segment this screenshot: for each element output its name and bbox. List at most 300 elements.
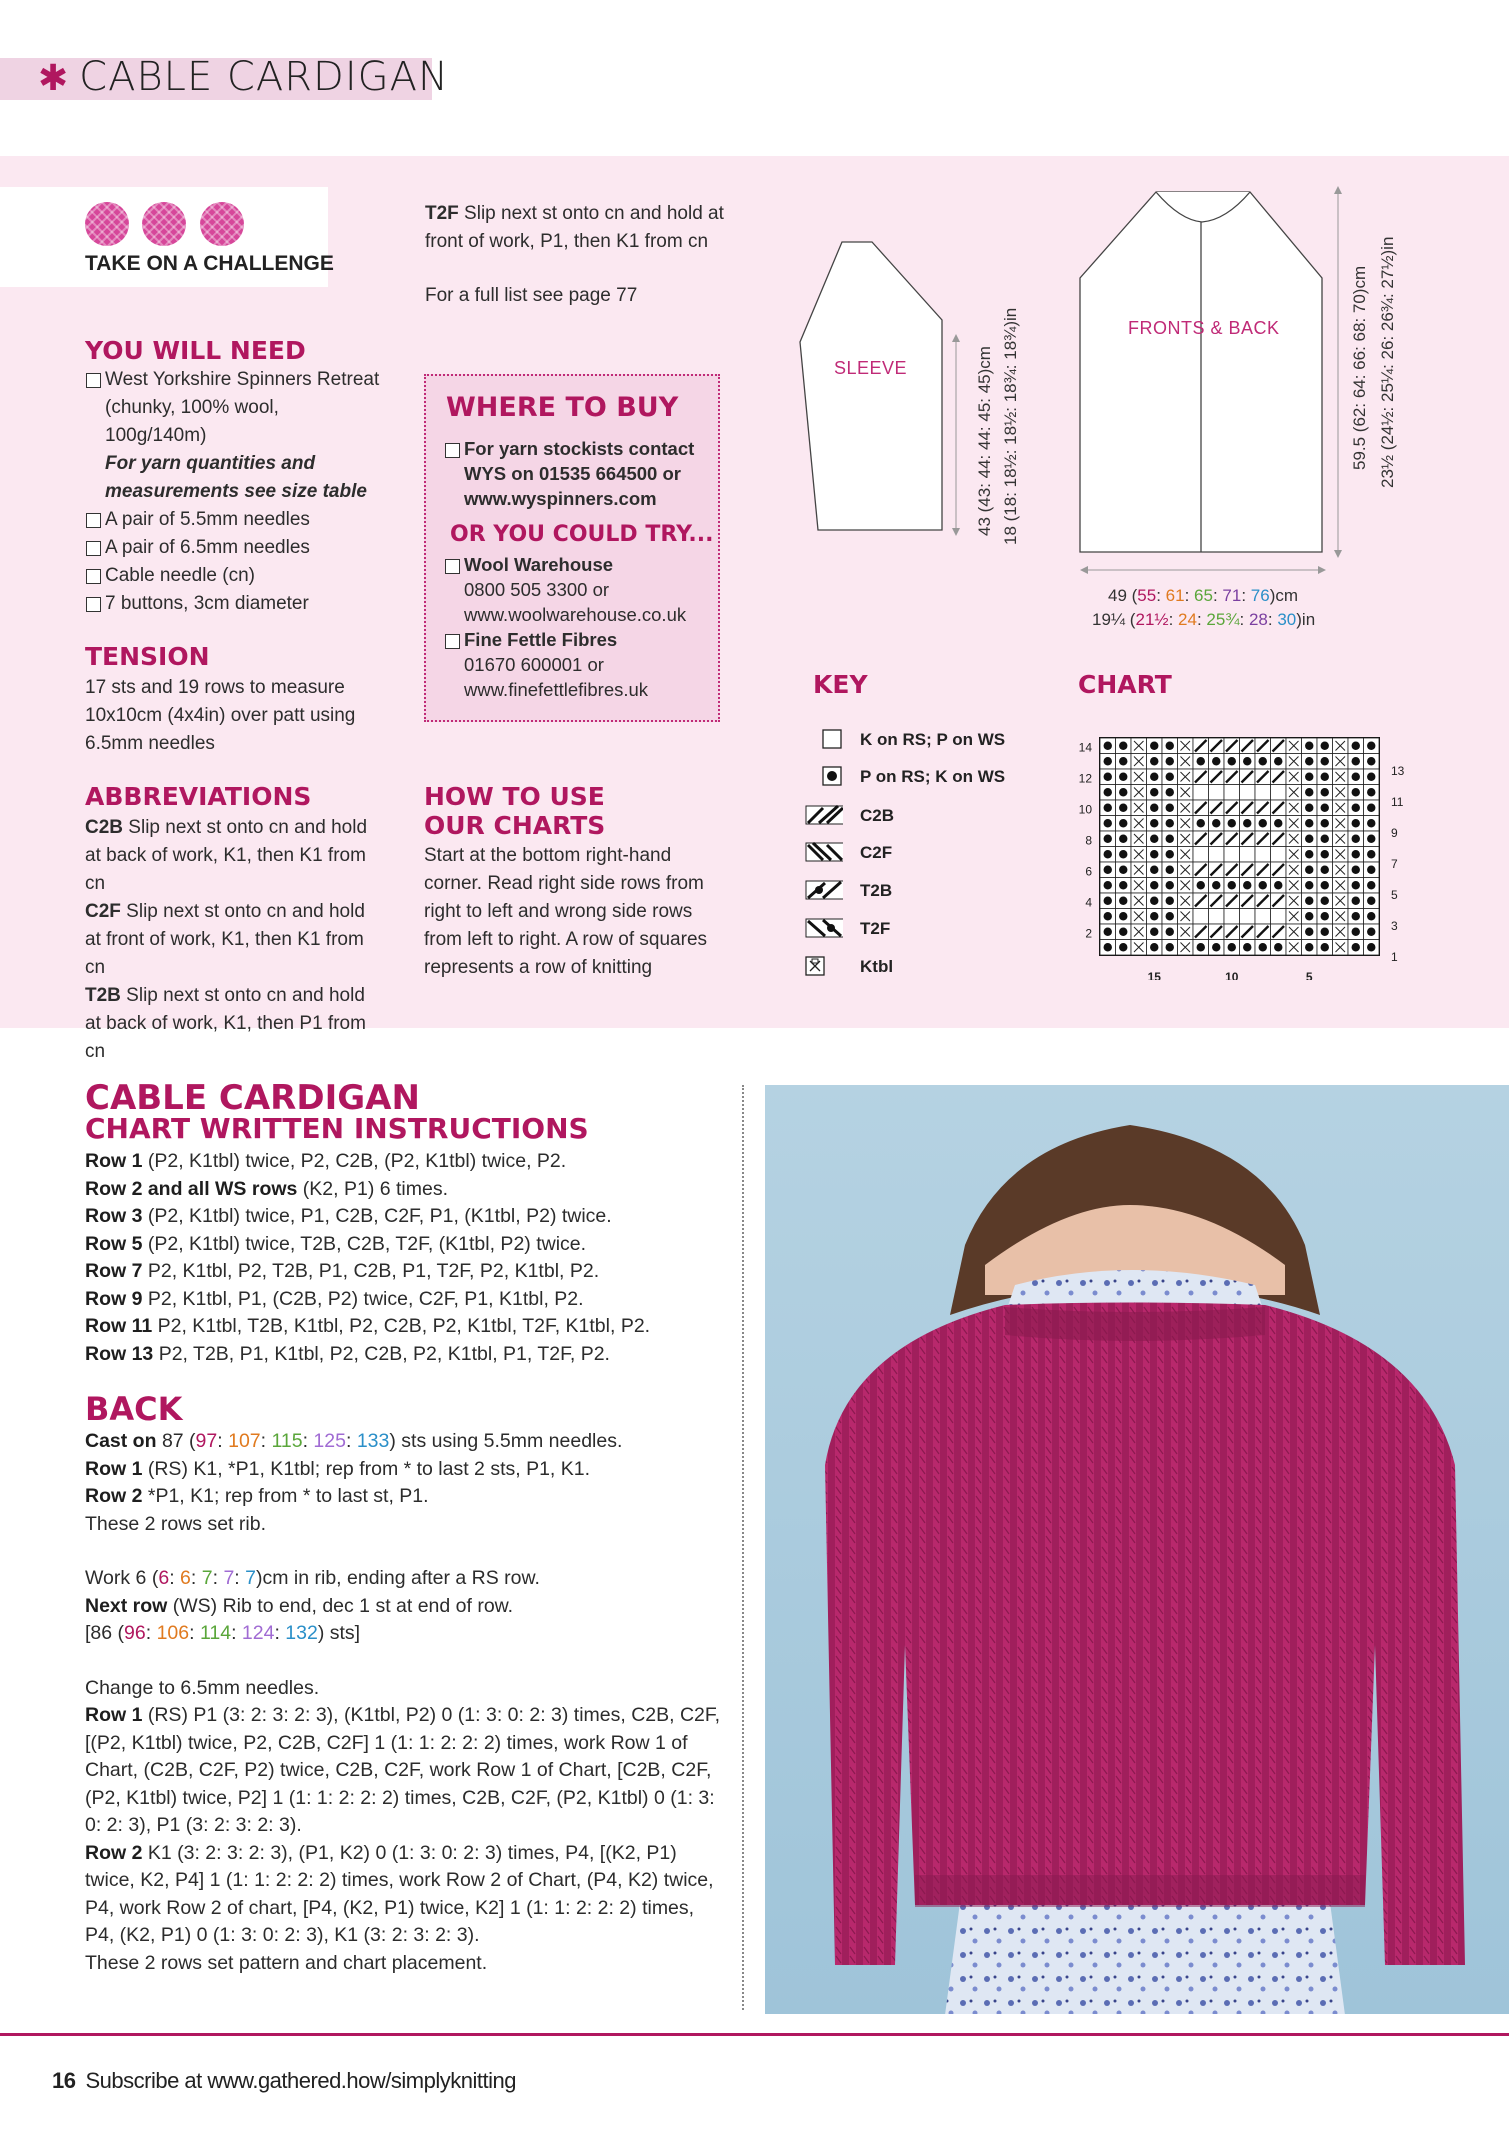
purl-dot [1197,757,1205,765]
w-part: )in [1296,610,1316,629]
v: : [345,1430,357,1452]
purl-dot [1305,742,1313,750]
purl-dot [1119,788,1127,796]
footer-rule [0,2033,1509,2036]
v: 133 [356,1430,390,1452]
purl-dot [1352,835,1360,843]
purl-dot [1321,757,1329,765]
w-part: 19¼ ( [1092,610,1136,629]
chart-heading: CHART [1078,670,1172,699]
stockist-list [444,436,714,511]
measurement-diagram [790,170,1410,650]
w-part: 25¾ [1206,610,1240,629]
chart-cell [1271,847,1287,863]
sleeve-length-in [1001,308,1021,545]
chart-cell [1240,847,1256,863]
list-item: A pair of 6.5mm needles [85,534,385,562]
purl-dot [1305,897,1313,905]
v: 132 [285,1622,318,1644]
row-label: Next row [85,1594,168,1617]
key-label: T2B [860,881,893,900]
row-text: (WS) Rib to end, dec 1 st at end of row. [167,1594,514,1617]
purl-dot [1305,866,1313,874]
w-part: : [1212,586,1223,605]
purl-dot [1119,866,1127,874]
row-number: 12 [1078,771,1092,786]
row-label: Row 1 [85,1150,143,1172]
purl-dot [1305,757,1313,765]
shop-detail: 0800 505 3300 or www.woolwarehouse.co.uk [464,579,687,625]
v: : [190,1567,202,1589]
w-part: : [1267,610,1278,629]
purl-dot [1166,804,1174,812]
purl-dot [1104,819,1112,827]
v: )cm in rib, ending after a RS row. [256,1567,540,1589]
chart-cell [1224,785,1240,801]
shop-name: Wool Warehouse [444,552,714,577]
purl-dot [1321,835,1329,843]
purl-dot [1352,819,1360,827]
row-label: Row 1 [85,1457,143,1480]
w-part: : [1241,586,1251,605]
abbr-text: Slip next st onto cn and hold at back of work, K1, then P1 from cn [85,985,366,1062]
row-label: Row 1 [85,1704,143,1726]
body-width-cm [1108,586,1298,606]
purl-dot [1305,912,1313,920]
row-number: 14 [1078,740,1092,755]
row-number: 7 [1391,857,1398,871]
page-title-text: CABLE CARDIGAN [79,54,449,100]
purl-dot [1119,912,1127,920]
model-photo [765,1085,1509,2014]
list-item: A pair of 5.5mm needles [85,506,385,534]
v: ) sts using 5.5mm needles. [389,1430,623,1452]
purl-dot [1104,866,1112,874]
key-heading: KEY [813,670,868,699]
purl-dot [1166,757,1174,765]
purl-dot [1212,757,1220,765]
purl-dot [1119,773,1127,781]
row-label: Row 5 [85,1232,143,1255]
purl-dot [1104,835,1112,843]
sleeve-in-text: 18 (18: 18½: 18½: 18¾: 18¾)in [1001,307,1020,545]
instruction-row [85,1341,725,1369]
purl-dot [1243,943,1251,951]
row-text: (P2, K1tbl) twice, T2B, C2B, T2F, (K1tbl, P2) twice. [142,1232,587,1255]
sweater-illustration [765,1085,1509,2014]
w-part: 49 ( [1108,586,1138,605]
where-to-buy-heading: WHERE TO BUY [446,392,679,423]
purl-dot [1367,928,1375,936]
purl-dot [1367,819,1375,827]
where-to-buy-box [424,374,720,722]
purl-dot [1352,850,1360,858]
purl-dot [1352,788,1360,796]
key-label: C2F [860,843,893,862]
v: 7 [201,1567,213,1589]
purl-dot [1166,742,1174,750]
instruction-row [85,1203,725,1231]
body-height-cm [1350,266,1370,470]
purl-dot [1259,757,1267,765]
shop-detail: 01670 600001 or www.finefettlefibres.uk [464,654,649,700]
key-label: C2B [860,806,895,825]
purl-dot [1119,881,1127,889]
abbreviations-list-1 [85,814,385,1066]
purl-dot [1212,819,1220,827]
how-to-use-heading-line: OUR CHARTS [424,811,606,840]
purl-dot [1321,897,1329,905]
purl-dot [1274,881,1282,889]
instruction-row [85,1456,727,1484]
column-number: 10 [1225,970,1239,980]
purl-dot [1104,773,1112,781]
purl-dot [1104,912,1112,920]
purl-dot [1166,928,1174,936]
dot-square-icon [822,766,844,788]
purl-dot [1150,757,1158,765]
how-to-use-text: Start at the bottom right-hand corner. Read right side rows from right to left and wrong side rows from left to right. A row of squares represents a row of knitting [424,845,708,978]
you-will-need-heading: YOU WILL NEED [85,336,306,365]
w-part: 76 [1250,586,1270,605]
v: 7 [223,1567,235,1589]
body-label: FRONTS & BACK [1128,318,1280,338]
purl-dot [1197,881,1205,889]
full-list-note: For a full list see page 77 [425,285,638,306]
purl-dot [1119,804,1127,812]
shop-list [444,552,714,702]
chart-cell [1271,909,1287,925]
purl-dot [1321,742,1329,750]
purl-dot [1228,881,1236,889]
purl-dot [1104,804,1112,812]
purl-dot [1352,742,1360,750]
purl-dot [1150,773,1158,781]
row-number: 9 [1391,826,1398,840]
sleeve-length-cm [975,346,995,536]
chart-cell [1193,909,1209,925]
t2b-cable-icon [805,880,843,902]
sleeve-shape [800,242,942,530]
purl-dot [1352,943,1360,951]
purl-dot [1150,788,1158,796]
instruction-row [85,1483,727,1511]
purl-dot [1243,819,1251,827]
abbr-text: Slip next st onto cn and hold at back of work, K1, then K1 from cn [85,817,368,894]
purl-dot [1228,757,1236,765]
chart-cell [1209,909,1225,925]
abbr-item [85,898,385,982]
purl-dot [1321,804,1329,812]
purl-dot [1166,835,1174,843]
abbr-item [85,814,385,898]
purl-dot [1259,819,1267,827]
list-item: For yarn stockists contact WYS on 01535 664500 or www.wyspinners.com [444,436,714,511]
row-number: 13 [1391,764,1405,778]
row-label: Row 2 and all WS rows [85,1177,298,1200]
w-part: 65 [1194,586,1213,605]
purl-dot [1367,912,1375,920]
how-to-use-heading-line: HOW TO USE [424,782,605,811]
row-label: Row 2 [85,1841,143,1864]
empty-square-icon [822,729,844,751]
purl-dot [1104,943,1112,951]
purl-dot [1305,881,1313,889]
yarn-ball-icon [85,202,129,246]
w-part: 30 [1277,610,1297,629]
purl-dot [1367,788,1375,796]
w-part: 55 [1137,586,1157,605]
purl-dot [1367,897,1375,905]
purl-dot [1119,835,1127,843]
v: ) sts] [317,1622,361,1644]
purl-dot [1119,850,1127,858]
purl-dot [1166,850,1174,858]
row-text: K1 (3: 2: 3: 2: 3), (P1, K2) 0 (1: 3: 0: 2: 3) times, P4, [(K2, P1) twice, K2, P4] 1 (1: 1: 2: 2: 2) times, work Row 2 of Chart, (P4, K2) twice, P4, work Row 2 of chart, [P4, (K2, P1) twice, K2] 1 (1: 1: 2: 2: 2) times, P4, (K2, P1) 0 (1: 3: 0: 2: 3), K1 (3: 2: 3: 2: 3). [85,1841,714,1946]
purl-dot [1150,881,1158,889]
purl-dot [1166,773,1174,781]
v: : [145,1622,157,1644]
purl-dot [1321,881,1329,889]
list-item: West Yorkshire Spinners Retreat (chunky, 100% wool, 100g/140m) [85,366,385,450]
row-number: 11 [1391,795,1404,809]
purl-dot [1321,788,1329,796]
purl-dot [1150,819,1158,827]
purl-dot [1352,897,1360,905]
purl-dot [1150,912,1158,920]
t2f-cable-icon [805,918,843,940]
purl-dot [1212,943,1220,951]
purl-dot [1243,757,1251,765]
row-text: P2, K1tbl, T2B, K1tbl, P2, C2B, P2, K1tbl, T2F, K1tbl, P2. [152,1315,651,1337]
purl-dot [1104,928,1112,936]
chart-cell [1240,785,1256,801]
row-number: 3 [1391,919,1398,933]
purl-dot [1352,773,1360,781]
list-note: For yarn quantities and measurements see size table [105,453,367,502]
purl-dot [1367,866,1375,874]
abbr-code: C2F [85,901,121,922]
v: : [234,1567,246,1589]
row-text: P2, K1tbl, P2, T2B, P1, C2B, P1, T2F, P2, K1tbl, P2. [142,1260,600,1282]
purl-dot [1259,881,1267,889]
instructions-subtitle: CHART WRITTEN INSTRUCTIONS [85,1112,589,1145]
purl-dot [1367,835,1375,843]
v: 97 [195,1430,218,1452]
chart-cell [1255,909,1271,925]
back-instructions [85,1428,727,1977]
v: [86 ( [85,1622,125,1644]
purl-dot [1150,835,1158,843]
purl-dot [1274,819,1282,827]
purl-dot [1352,928,1360,936]
purl-dot [1367,881,1375,889]
v: 124 [241,1622,275,1644]
abbr-text: Slip next st onto cn and hold at front of work, K1, then K1 from cn [85,901,365,978]
purl-dot [1166,943,1174,951]
purl-dot [1197,943,1205,951]
row-text: (RS) P1 (3: 2: 3: 2: 3), (K1tbl, P2) 0 (1: 3: 0: 2: 3) times, C2B, C2F, [(P2, K1tbl) twice, P2, C2B, C2F] 1 (1: 1: 2: 2: 2) times, work Row 1 of Chart, (C2B, C2F, P2) twice, C2B, C2F, work Row 1 of Chart, [C2B, C2F, (P2, K1tbl) twice, P2] 1 (1: 1: 2: 2: 2) times, C2B, C2F, (P2, K1tbl) 0 (1: 3: 0: 2: 3), P1 (3: 2: 3: 2: 3). [85,1704,721,1836]
purl-dot [1352,866,1360,874]
abbreviations-heading: ABBREVIATIONS [85,782,312,811]
row-text: (K2, P1) 6 times. [297,1177,449,1200]
sleeve-cm-text: 43 (43: 44: 44: 45: 45)cm [975,346,994,536]
v: : [260,1430,272,1452]
instruction-row [85,1702,727,1840]
tension-text: 17 sts and 19 rows to measure 10x10cm (4x4in) over patt using 6.5mm needles [85,677,356,754]
instruction-row [85,1428,727,1456]
purl-dot [1119,943,1127,951]
chart-cell [1224,909,1240,925]
w-part: : [1156,586,1166,605]
asterisk-icon: ✱ [38,58,70,99]
key-label: Ktbl [860,957,894,976]
chart-cell [1193,785,1209,801]
purl-dot [1367,773,1375,781]
purl-dot [1259,943,1267,951]
purl-dot [1352,757,1360,765]
w-part: 71 [1222,586,1242,605]
abbreviations-list-2 [425,200,725,310]
purl-dot [1104,788,1112,796]
chart-cell [1271,785,1287,801]
purl-dot [1150,742,1158,750]
shop-name: Fine Fettle Fibres [444,627,714,652]
key-label: K on RS; P on WS [860,730,1006,749]
w-part: : [1168,610,1179,629]
c2f-cable-icon [805,842,843,864]
purl-dot [1104,850,1112,858]
purl-dot [1150,866,1158,874]
purl-dot [1104,757,1112,765]
purl-dot [1274,943,1282,951]
instruction-row [85,1176,725,1204]
row-label: Row 7 [85,1260,143,1282]
instruction-text: These 2 rows set pattern and chart placement. [85,1951,488,1974]
row-label: Row 2 [85,1485,143,1507]
row-label: Row 11 [85,1315,153,1337]
v: 107 [228,1430,261,1452]
row-number: 8 [1085,833,1092,848]
row-text: (P2, K1tbl) twice, P2, C2B, (P2, K1tbl) twice, P2. [142,1150,567,1172]
purl-dot [1367,850,1375,858]
footer-text: Subscribe at www.gathered.how/simplyknitting [85,2068,516,2093]
row-label: Cast on [85,1430,157,1452]
row-label: Row 3 [85,1205,143,1227]
instruction-row [85,1286,725,1314]
instruction-row [85,1313,725,1341]
purl-dot [1119,897,1127,905]
purl-dot [1352,912,1360,920]
abbr-code: T2B [85,985,121,1006]
instruction-row [85,1565,727,1593]
purl-dot [1352,804,1360,812]
knitting-chart [1070,730,1420,980]
purl-dot [1305,943,1313,951]
purl-dot [1104,881,1112,889]
v: : [169,1567,181,1589]
w-part: 28 [1248,610,1268,629]
row-number: 2 [1085,926,1092,941]
v: : [302,1430,314,1452]
body-h-cm-text: 59.5 (62: 64: 66: 68: 70)cm [1350,265,1369,470]
purl-dot [1166,788,1174,796]
w-part: 21½ [1135,610,1169,629]
instruction-row [85,1620,727,1648]
row-text: *P1, K1; rep from * to last st, P1. [142,1485,429,1507]
abbr-text: Slip next st onto cn and hold at front of work, P1, then K1 from cn [425,203,724,252]
purl-dot [1367,804,1375,812]
abbr-code: T2F [425,203,459,224]
body-h-in-text: 23½ (24½: 25¼: 26: 26¾: 27½)in [1378,236,1397,488]
purl-dot [1367,757,1375,765]
chart-cell [1255,847,1271,863]
purl-dot [1150,850,1158,858]
purl-dot [1321,912,1329,920]
purl-dot [1150,897,1158,905]
body-width-in [1092,610,1315,630]
instruction-text: These 2 rows set rib. [85,1512,266,1535]
purl-dot [1166,819,1174,827]
v: 96 [124,1622,146,1644]
purl-dot [1321,943,1329,951]
row-number: 10 [1078,802,1092,817]
instruction-row [85,1231,725,1259]
purl-dot [1166,866,1174,874]
chart-cell [1209,847,1225,863]
v: 125 [313,1430,346,1452]
row-number: 1 [1391,950,1398,964]
w-part: 61 [1165,586,1185,605]
instructions-title: CABLE CARDIGAN [85,1078,420,1118]
row-text: P2, T2B, P1, K1tbl, P2, C2B, P2, K1tbl, P1, T2F, P2. [153,1342,610,1365]
column-number: 5 [1305,970,1313,980]
column-number: 15 [1147,970,1161,980]
instruction-text: Change to 6.5mm needles. [85,1676,320,1699]
purl-dot [1228,819,1236,827]
v: 7 [245,1567,256,1589]
page-number: 16 [52,2068,76,2093]
back-heading: BACK [85,1390,183,1428]
purl-dot [1321,819,1329,827]
row-label: Row 13 [85,1342,154,1365]
v: 115 [271,1430,303,1452]
c2b-cable-icon [805,805,843,827]
v: : [212,1567,224,1589]
instruction-row [85,1840,727,1950]
purl-dot [1243,881,1251,889]
instruction-row [85,1258,725,1286]
purl-dot [1212,881,1220,889]
purl-dot [1119,819,1127,827]
purl-dot [1150,804,1158,812]
purl-dot [1119,757,1127,765]
row-number: 6 [1085,864,1092,879]
row-text: (P2, K1tbl) twice, P1, C2B, C2F, P1, (K1tbl, P2) twice. [142,1205,612,1227]
v: 114 [199,1622,232,1644]
purl-dot [1321,773,1329,781]
page-title [40,54,449,100]
chart-cell [1209,785,1225,801]
chart-cell [1240,909,1256,925]
materials-list [85,366,385,618]
key-label: T2F [860,919,891,938]
v: : [274,1622,286,1644]
row-text: P2, K1tbl, P1, (C2B, P2) twice, C2F, P1, K1tbl, P2. [142,1287,584,1310]
list-item: Cable needle (cn) [85,562,385,590]
v: 87 ( [161,1430,196,1452]
purl-dot [1119,928,1127,936]
